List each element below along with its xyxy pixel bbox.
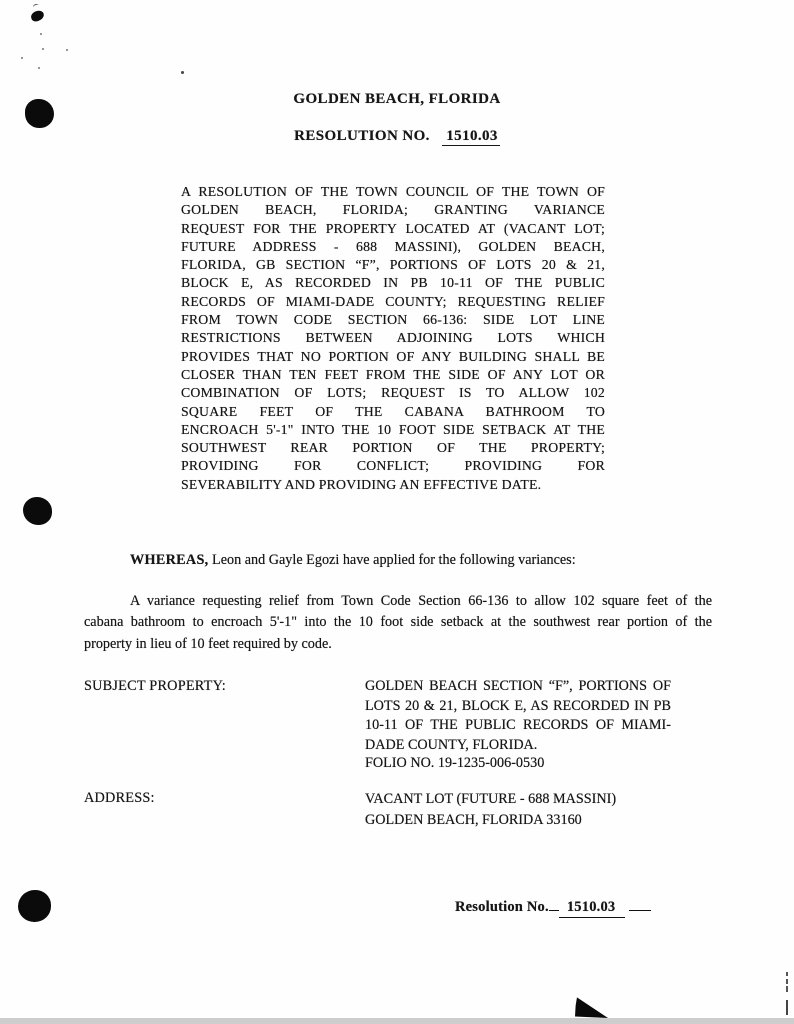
ink-speck xyxy=(42,48,44,50)
text-line: cabana bathroom to encroach 5'-1" into the 10 foot side setback at the southwest rear portion of the xyxy=(84,614,712,631)
text-line: BLOCK E, AS RECORDED IN PB 10-11 OF THE PUBLIC xyxy=(181,275,605,291)
resolution-number: 1510.03 xyxy=(442,128,500,146)
text-line: property in lieu of 10 feet required by code. xyxy=(84,635,332,652)
ink-speck xyxy=(21,57,23,59)
text-line: PROVIDES THAT NO PORTION OF ANY BUILDING SHALL BE xyxy=(181,348,605,364)
text-line: DADE COUNTY, FLORIDA. xyxy=(365,736,538,753)
text-line: SQUARE FEET OF THE CABANA BATHROOM TO xyxy=(181,403,605,419)
scan-edge-strip xyxy=(0,1018,794,1024)
ink-speck xyxy=(66,49,68,51)
underline-segment xyxy=(549,910,559,911)
text-line: ENCROACH 5'-1" INTO THE 10 FOOT SIDE SETBACK AT THE xyxy=(181,421,605,437)
scan-arrow-mark xyxy=(575,997,608,1018)
text-line: RECORDS OF MIAMI-DADE COUNTY; REQUESTING RELIEF xyxy=(181,293,605,309)
text-line: GOLDEN BEACH SECTION “F”, PORTIONS OF xyxy=(365,678,671,694)
text-line: 10-11 OF THE PUBLIC RECORDS OF MIAMI- xyxy=(365,717,671,734)
text-line: A RESOLUTION OF THE TOWN COUNCIL OF THE TOWN OF xyxy=(181,184,605,199)
folio-number: FOLIO NO. 19-1235-006-0530 xyxy=(365,755,545,771)
footer-resolution-number xyxy=(455,899,651,918)
whereas-clause xyxy=(84,552,724,569)
ink-blot-mark xyxy=(30,10,45,23)
subject-property-label: SUBJECT PROPERTY: xyxy=(84,678,226,694)
text-line: A variance requesting relief from Town Code Section 66-136 to allow 102 square feet of the xyxy=(130,593,712,609)
scanner-edge-dash xyxy=(786,979,788,984)
footer-resolution-value: 1510.03 xyxy=(559,899,626,918)
ink-speck xyxy=(38,67,40,69)
whereas-keyword: WHEREAS, xyxy=(130,552,209,568)
address-label: ADDRESS: xyxy=(84,790,155,806)
text-line: RESTRICTIONS BETWEEN ADJOINING LOTS WHICH xyxy=(181,330,605,346)
text-line: LOTS 20 & 21, BLOCK E, AS RECORDED IN PB xyxy=(365,697,671,714)
document-title: GOLDEN BEACH, FLORIDA xyxy=(293,91,501,107)
text-line: FROM TOWN CODE SECTION 66-136: SIDE LOT LINE xyxy=(181,312,605,328)
ink-speck xyxy=(181,71,184,74)
resolution-label: RESOLUTION NO. xyxy=(294,128,430,144)
text-line: PROVIDING FOR CONFLICT; PROVIDING FOR xyxy=(181,458,605,474)
address-value xyxy=(365,789,685,831)
ink-speck xyxy=(40,33,42,35)
whereas-text: Leon and Gayle Egozi have applied for the following variances: xyxy=(208,552,576,568)
text-line: SEVERABILITY AND PROVIDING AN EFFECTIVE DATE. xyxy=(181,476,542,492)
hole-punch-mark xyxy=(18,890,51,922)
subject-property-value xyxy=(365,677,671,755)
text-line: VACANT LOT (FUTURE - 688 MASSINI) xyxy=(365,791,617,807)
resolution-number-heading xyxy=(0,128,794,145)
resolution-body-paragraph xyxy=(181,183,605,494)
scanner-edge-dash xyxy=(786,972,788,976)
text-line: SOUTHWEST REAR PORTION OF THE PROPERTY; xyxy=(181,440,605,456)
footer-resolution-label: Resolution No. xyxy=(455,899,549,915)
scanner-edge-dash xyxy=(786,986,788,992)
text-line: CLOSER THAN TEN FEET FROM THE SIDE OF ANY LOT OR xyxy=(181,366,605,382)
variance-paragraph xyxy=(84,591,712,655)
text-line: GOLDEN BEACH, FLORIDA; GRANTING VARIANCE xyxy=(181,202,605,218)
text-line: COMBINATION OF LOTS; REQUEST IS TO ALLOW 102 xyxy=(181,385,605,401)
ink-speck xyxy=(32,3,39,10)
underline-segment xyxy=(629,910,651,911)
scanner-edge-dash xyxy=(786,1000,788,1015)
text-line: FLORIDA, GB SECTION “F”, PORTIONS OF LOTS 20 & 21, xyxy=(181,257,605,273)
text-line: GOLDEN BEACH, FLORIDA 33160 xyxy=(365,812,582,828)
text-line: FUTURE ADDRESS - 688 MASSINI), GOLDEN BEACH, xyxy=(181,238,605,254)
text-line: REQUEST FOR THE PROPERTY LOCATED AT (VACANT LOT; xyxy=(181,220,605,236)
hole-punch-mark xyxy=(23,497,52,525)
